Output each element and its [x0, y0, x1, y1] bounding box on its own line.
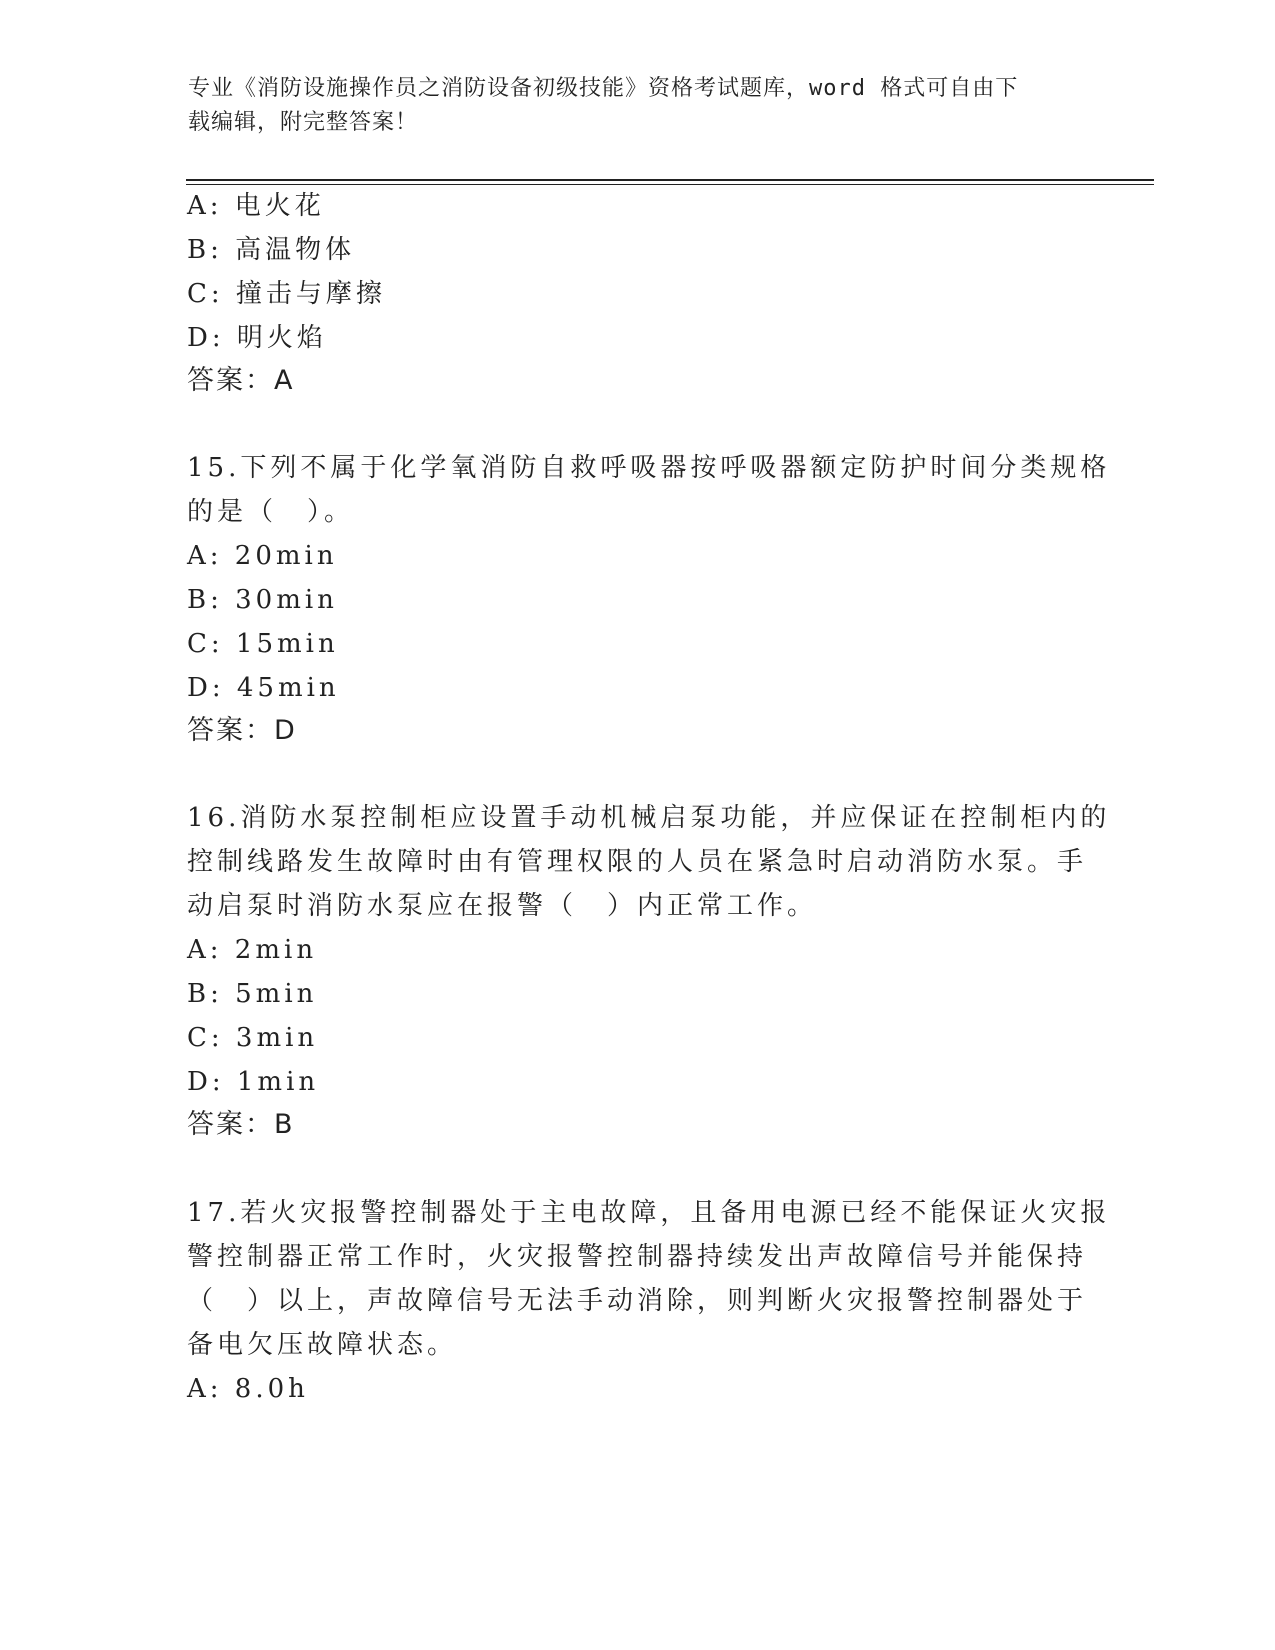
q15-option-b: B: 30min — [187, 585, 338, 615]
q17-option-a: A: 8.0h — [187, 1374, 309, 1404]
q16-option-b: B: 5min — [187, 979, 318, 1009]
q17-stem-line-1: 17.若火灾报警控制器处于主电故障，且备用电源已经不能保证火灾报 — [187, 1198, 1111, 1228]
q15-stem-line-1: 15.下列不属于化学氧消防自救呼吸器按呼吸器额定防护时间分类规格 — [187, 453, 1111, 483]
q16-option-a: A: 2min — [187, 935, 318, 965]
q15-answer: 答案：D — [187, 715, 297, 746]
q17-stem-line-3: （ ）以上，声故障信号无法手动消除，则判断火灾报警控制器处于 — [187, 1286, 1088, 1316]
q16-option-c: C: 3min — [187, 1023, 319, 1053]
q16-answer: 答案：B — [187, 1109, 295, 1140]
q14-option-d: D: 明火焰 — [187, 323, 327, 353]
q16-stem-line-3: 动启泵时消防水泵应在报警（ ）内正常工作。 — [187, 891, 818, 921]
q15-option-c: C: 15min — [187, 629, 339, 659]
q15-option-a: A: 20min — [187, 541, 338, 571]
q16-stem-line-1: 16.消防水泵控制柜应设置手动机械启泵功能，并应保证在控制柜内的 — [187, 803, 1111, 833]
header-line-2: 载编辑，附完整答案！ — [188, 110, 419, 135]
header-divider-thin — [186, 184, 1154, 185]
q16-stem-line-2: 控制线路发生故障时由有管理权限的人员在紧急时启动消防水泵。手 — [187, 847, 1088, 877]
q14-option-c: C: 撞击与摩擦 — [187, 279, 386, 309]
q16-option-d: D: 1min — [187, 1067, 320, 1097]
header-line-1: 专业《消防设施操作员之消防设备初级技能》资格考试题库，word 格式可自由下 — [188, 76, 1019, 101]
q14-option-a: A: 电火花 — [187, 191, 325, 221]
header-divider-thick — [186, 179, 1154, 181]
q17-stem-line-2: 警控制器正常工作时，火灾报警控制器持续发出声故障信号并能保持 — [187, 1242, 1088, 1272]
q14-answer: 答案：A — [187, 365, 295, 396]
q15-option-d: D: 45min — [187, 673, 340, 703]
document-header — [188, 72, 1088, 140]
q15-stem-line-2: 的是（ ）。 — [187, 497, 355, 527]
q14-option-b: B: 高温物体 — [187, 235, 356, 265]
q17-stem-line-4: 备电欠压故障状态。 — [187, 1330, 458, 1360]
